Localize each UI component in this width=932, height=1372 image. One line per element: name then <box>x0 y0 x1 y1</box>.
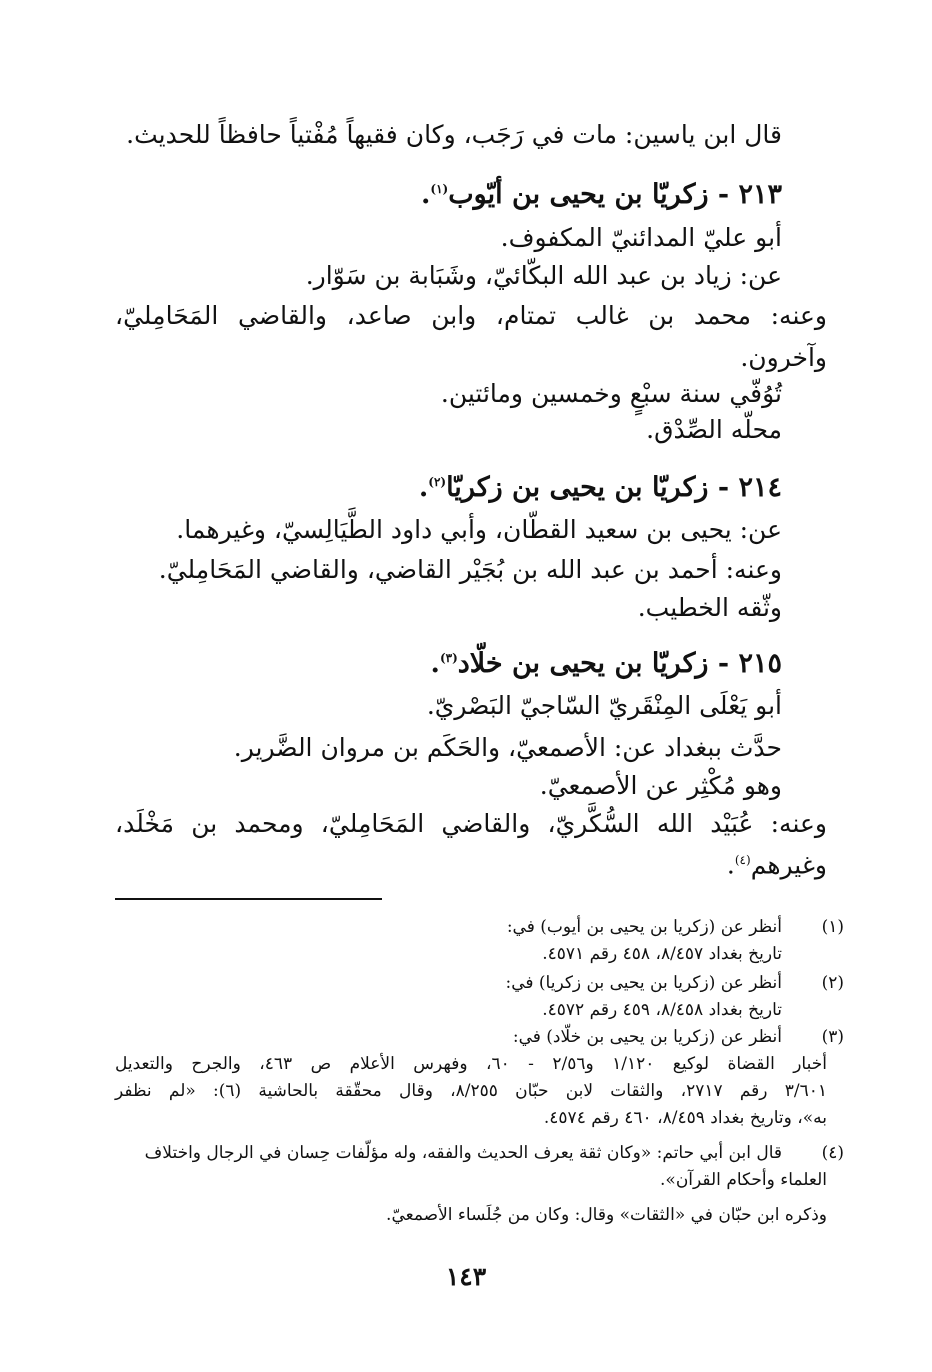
text-line: وعنه: محمد بن غالب تمتام، وابن صاعد، والقاضي المَحَامِليّ، <box>115 301 827 330</box>
footnote-line: العلماء وأحكام القرآن». <box>660 1170 827 1190</box>
text-line: وغيرهم$^{(٤)}$. <box>726 850 827 880</box>
text-line: حدَّث ببغداد عن: الأصمعيّ، والحَكَم بن مروان الضَّرير. <box>233 733 782 762</box>
footnote-number-4: (٤) <box>821 1143 844 1163</box>
entry-213-heading: ٢١٣ - زكريّا بن يحيى بن أيّوب$^{(١)}$. <box>421 179 782 210</box>
entry-213-title: ٢١٣ - زكريّا بن يحيى بن أيّوب <box>448 179 782 210</box>
text-line: تُوُفّي سنة سبْعٍ وخمسين ومائتين. <box>440 379 782 408</box>
footnote-line: أنظر عن (زكريا بن يحيى بن زكريا) في: <box>505 973 782 993</box>
text-line: عن: يحيى بن سعيد القطّان، وأبي داود الطَّيَالِسيّ، وغيرهما. <box>176 515 782 544</box>
footnote-separator <box>115 898 382 900</box>
text-line: أبو عليّ المدائنيّ المكفوف. <box>500 223 782 252</box>
entry-214-heading: ٢١٤ - زكريّا بن يحيى بن زكريّا$^{(٢)}$. <box>418 472 782 503</box>
footnote-line: تاريخ بغداد ٨/٤٥٧، ٤٥٨ رقم ٤٥٧١. <box>542 944 782 964</box>
footnote-line: قال ابن أبي حاتم: «وكان ثقة يعرف الحديث والفقه، وله مؤلّفات حِسان في الرجال واختلاف <box>144 1143 782 1163</box>
text-line: أبو يَعْلَى المِنْقَريّ السّاجيّ البَصْريّ. <box>426 691 782 720</box>
text-line: محلّه الصِّدْق. <box>646 415 782 444</box>
text-line: وثّقه الخطيب. <box>637 593 782 622</box>
footnote-line: أنظر عن (زكريا بن يحيى بن خلّاد) في: <box>512 1027 782 1047</box>
text-line: وآخرون. <box>740 343 827 372</box>
text-line: وهو مُكْثِر عن الأصمعيّ. <box>539 771 782 800</box>
footnote-line: أخبار القضاة لوكيع ١/١٢٠ و٢/٥٦ - ٦٠، وفهرس الأعلام ص ٤٦٣، والجرح والتعديل <box>115 1054 827 1074</box>
footnote-line: ٣/٦٠١ رقم ٢٧١٧، والثقات لابن حبّان ٨/٢٥٥، وقال محقّقة بالحاشية (٦): «لم نظفر <box>115 1081 827 1101</box>
entry-215-title: ٢١٥ - زكريّا بن يحيى بن خلّاد <box>457 648 782 679</box>
footnote-line: تاريخ بغداد ٨/٤٥٨، ٤٥٩ رقم ٤٥٧٢. <box>542 1000 782 1020</box>
text-line: وعنه: أحمد بن عبد الله بن بُجَيْر القاضي، والقاضي المَحَامِليّ. <box>158 555 782 584</box>
page-number: ١٤٣ <box>445 1262 487 1291</box>
footnote-ref-4: (٤) <box>734 853 751 867</box>
text-line: عن: زياد بن عبد الله البكّائيّ، وشَبَابة بن سَوّار. <box>305 261 782 290</box>
text-line: قال ابن ياسين: مات في رَجَب، وكان فقيهاً مُفْتياً حافظاً للحديث. <box>126 120 782 149</box>
footnote-line: أنظر عن (زكريا بن يحيى بن أيوب) في: <box>506 917 782 937</box>
footnote-ref-3: (٣) <box>439 651 458 665</box>
footnote-number-3: (٣) <box>821 1027 844 1047</box>
footnote-ref-2: (٢) <box>428 475 447 489</box>
footnote-number-1: (١) <box>821 917 844 937</box>
footnote-line: وذكره ابن حبّان في «الثقات» وقال: وكان من جُلَساء الأصمعيّ. <box>386 1205 827 1225</box>
footnote-number-2: (٢) <box>821 973 844 993</box>
entry-215-heading: ٢١٥ - زكريّا بن يحيى بن خلّاد$^{(٣)}$. <box>430 648 782 679</box>
footnote-line: به»، وتاريخ بغداد ٨/٤٥٩، ٤٦٠ رقم ٤٥٧٤. <box>543 1108 827 1128</box>
entry-214-title: ٢١٤ - زكريّا بن يحيى بن زكريّا <box>446 472 782 503</box>
footnote-ref-1: (١) <box>430 182 449 196</box>
text-line: وعنه: عُبَيْد الله السُّكَّريّ، والقاضي المَحَامِليّ، ومحمد بن مَخْلَد، <box>115 809 827 838</box>
